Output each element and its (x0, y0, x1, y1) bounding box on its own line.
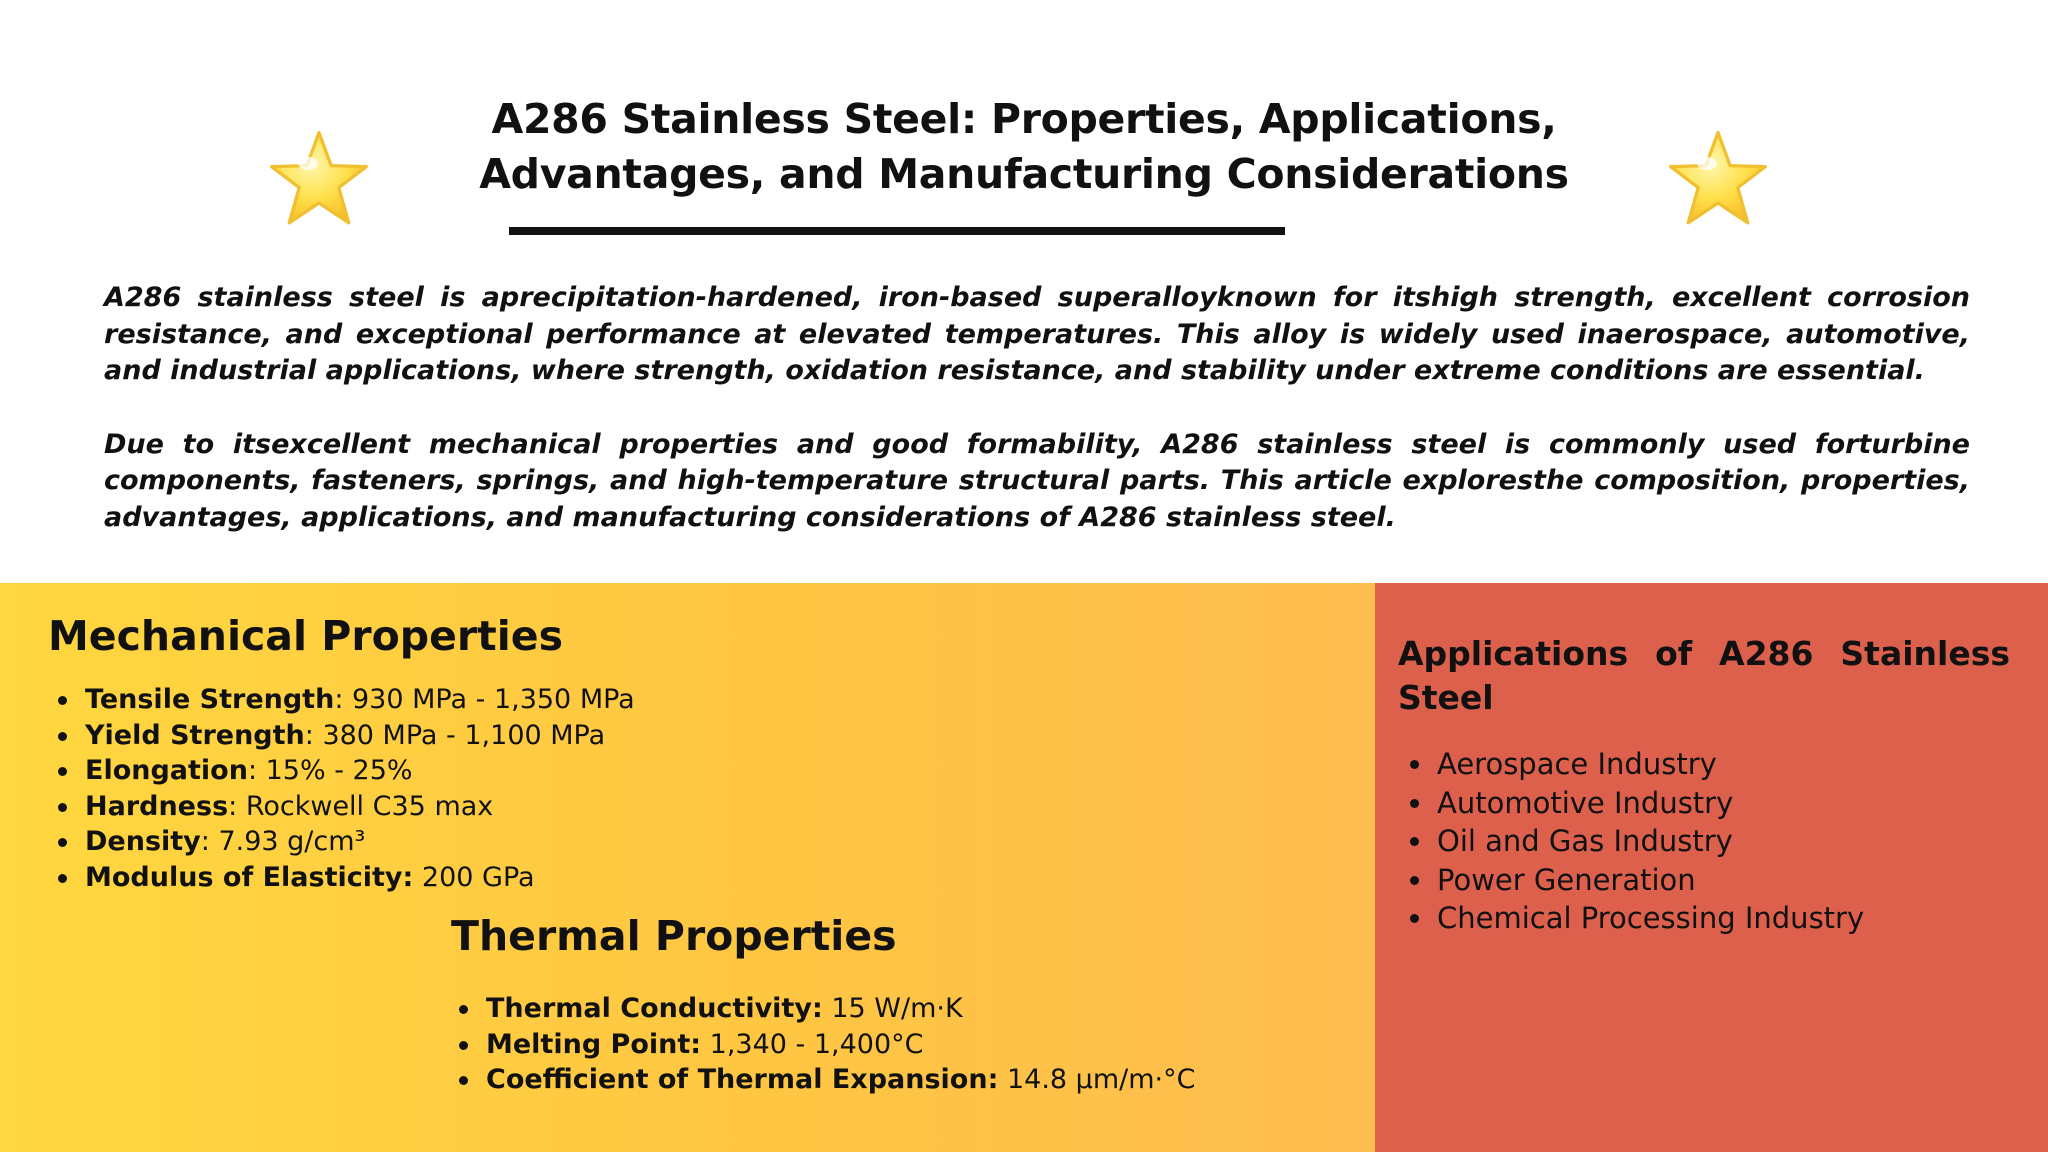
list-item: Automotive Industry (1410, 784, 1864, 823)
property-value: 15 W/m·K (822, 993, 963, 1024)
mechanical-properties-list (58, 682, 635, 895)
list-item (459, 1062, 1196, 1098)
list-item (459, 991, 1196, 1027)
thermal-properties-heading: Thermal Properties (451, 912, 897, 960)
list-item (58, 753, 635, 789)
property-value: 1,340 - 1,400°C (701, 1028, 924, 1060)
property-name: Tensile Strength (85, 684, 335, 715)
list-item: Aerospace Industry (1410, 745, 1864, 784)
property-name: Elongation (85, 755, 248, 786)
list-item (58, 682, 635, 718)
property-value: 200 GPa (413, 861, 535, 893)
page-title (0, 92, 2048, 202)
property-value: 14.8 μm/m·°C (998, 1064, 1196, 1095)
thermal-properties-list (459, 991, 1196, 1098)
list-item (58, 789, 635, 825)
property-value: : Rockwell C35 max (228, 790, 494, 822)
mechanical-properties-heading: Mechanical Properties (48, 612, 563, 660)
property-name: Hardness (85, 790, 229, 822)
applications-heading: Applications of A286 Stainless Steel (1398, 634, 2010, 717)
property-name: Density (85, 826, 201, 857)
property-value: : 380 MPa - 1,100 MPa (304, 719, 606, 751)
intro-paragraph-2: Due to itsexcellent mechanical properties and good formability, A286 stainless steel is commonly used forturbine components, fasteners, springs, and high-temperature structural parts. This article exploresthe composition, properties, advantages, applications, and manufacturing considerations of A286 stainless steel. (104, 428, 1970, 533)
applications-list (1410, 745, 1864, 938)
property-value: : 7.93 g/cm³ (200, 826, 366, 857)
title-underline (509, 227, 1285, 235)
property-name: Coefficient of Thermal Expansion: (486, 1064, 999, 1095)
property-name: Yield Strength (85, 719, 305, 751)
property-value: : 15% - 25% (247, 755, 413, 786)
title-line-1: A286 Stainless Steel: Properties, Applications, (491, 95, 1557, 143)
list-item (459, 1027, 1196, 1063)
property-value: : 930 MPa - 1,350 MPa (334, 684, 635, 715)
intro-paragraph-1: A286 stainless steel is aprecipitation-hardened, iron-based superalloyknown for itshigh strength, excellent corrosion resistance, and exceptional performance at elevated temperatures. This alloy is widely used inaerospace, automotive, and industrial applications, where strength, oxidation resistance, and stability under extreme conditions are essential. (104, 282, 1970, 386)
property-name: Thermal Conductivity: (486, 993, 823, 1024)
property-name: Melting Point: (486, 1028, 702, 1060)
list-item: Chemical Processing Industry (1410, 899, 1864, 938)
list-item (58, 860, 635, 896)
list-item: Oil and Gas Industry (1410, 822, 1864, 861)
list-item (58, 718, 635, 754)
intro-section (104, 280, 1970, 573)
title-line-2: Advantages, and Manufacturing Considerations (479, 150, 1569, 198)
list-item: Power Generation (1410, 861, 1864, 900)
property-name: Modulus of Elasticity: (85, 861, 414, 893)
list-item (58, 824, 635, 860)
